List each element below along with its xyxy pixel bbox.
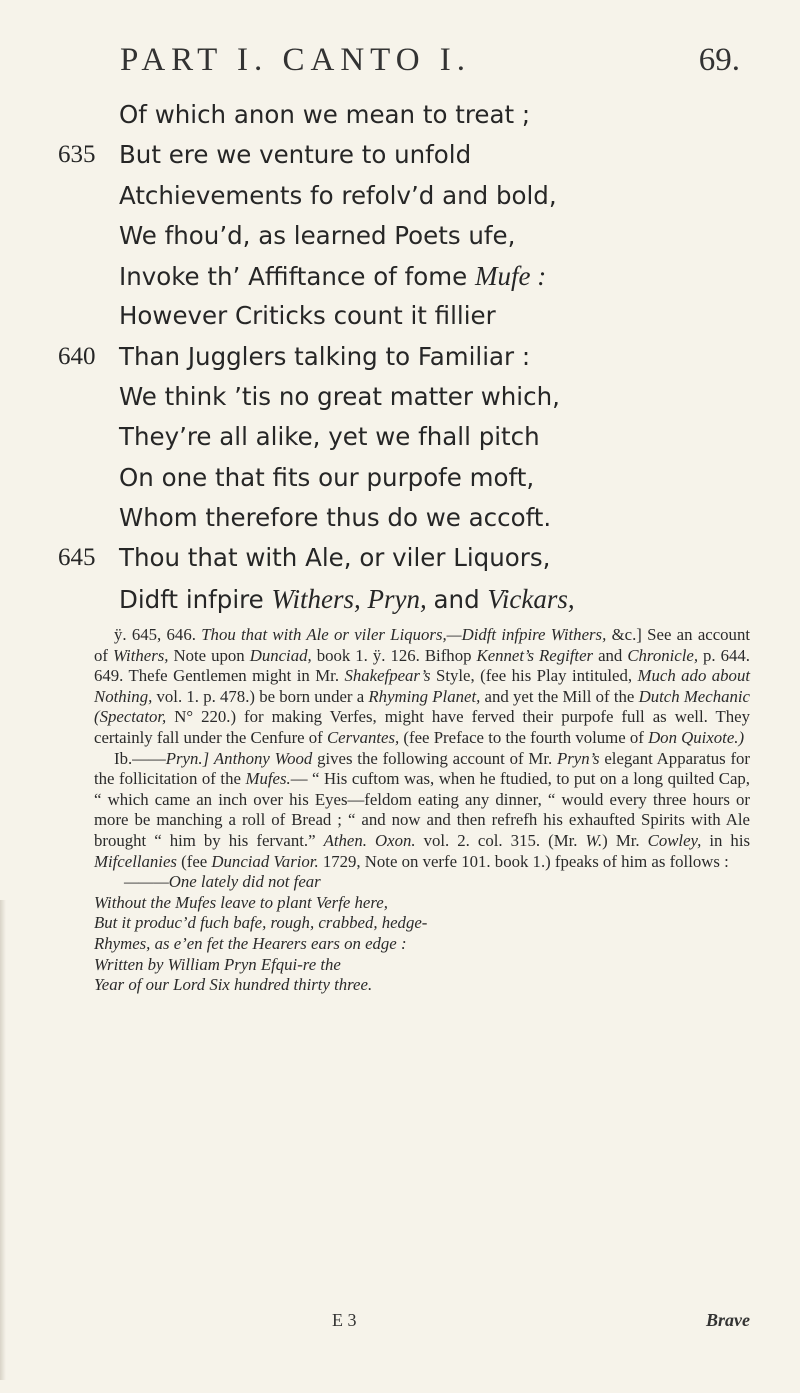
note-italic: Pryn’s [556, 748, 600, 768]
note-text: &c.] See an account of [94, 625, 750, 665]
footnote-1 [94, 625, 750, 749]
verse-line [40, 337, 760, 377]
note-text: — “ His cuftom was, when he ftudied, to put on a long quilted Cap, “ which came an inch over his Eyes—feldom eating any dinner, “ would every three hours or more be manching a roll of Bread ; “ and now and then refrefh his exhaufted Spirits with Ale brought “ him by his fervant.” [94, 769, 750, 850]
verse-line [40, 417, 760, 457]
note-text: and yet the Mill of the [480, 686, 639, 706]
verse-text: However Criticks count it fillier [119, 301, 496, 331]
verse-text: We think ’tis no great matter which, [119, 382, 560, 412]
verse-roman: and [433, 584, 488, 614]
verse-line [40, 256, 760, 296]
verse-text: Than Jugglers talking to Familiar : [119, 341, 531, 371]
verse-line [40, 498, 760, 538]
note-italic: Mifcellanies [94, 851, 177, 871]
verse-line [40, 95, 760, 135]
verse-text: Thou that with Ale, or viler Liquors, [119, 543, 551, 573]
quoted-poem [94, 872, 750, 996]
line-number: 640 [58, 342, 96, 370]
note-text: (fee Preface to the fourth volume of [399, 727, 649, 747]
poem-line: Year of our Lord Six hundred thirty three. [94, 975, 373, 995]
verse-italic: Mufe : [475, 261, 547, 292]
note-text: in his [701, 830, 751, 850]
note-text: (fee [176, 851, 212, 871]
verse-italic: Vickars, [487, 583, 575, 614]
note-italic: Pryn.] [165, 748, 210, 768]
note-italic: Athen. Oxon. [323, 830, 416, 850]
poem-line: ———One lately did not fear [124, 872, 321, 892]
note-text: p. 644. 649. Thefe Gentlemen might in Mr. [94, 645, 751, 686]
note-italic: Thou that with Ale or viler Liquors,—Didft infpire Withers, [201, 625, 607, 644]
verse-roman: Didft infpire [119, 584, 272, 614]
verse-line [40, 458, 760, 498]
note-text: vol. 1. p. 478.) be born under a [152, 686, 369, 706]
line-number: 645 [58, 544, 96, 572]
note-italic: Cowley, [647, 830, 702, 850]
footnote-2 [94, 749, 750, 873]
note-italic: Withers, [113, 645, 169, 665]
note-italic: W. [585, 830, 603, 850]
verse-line [40, 579, 760, 619]
verse-line [40, 377, 760, 417]
note-italic: Cervantes, [326, 727, 400, 747]
note-italic: Anthony Wood [213, 748, 313, 768]
note-text: 1729, Note on verfe 101. book 1.) fpeaks of him as follows : [318, 851, 729, 871]
footnotes [94, 625, 750, 996]
note-text: gives the following account of Mr. [312, 748, 557, 768]
verse-text: Of which anon we mean to treat ; [119, 100, 531, 129]
note-italic: Rhyming Planet, [368, 686, 481, 706]
signature-mark: E 3 [332, 1310, 357, 1330]
note-text: N° 220.) for making Verfes, might have ferved their purpofe full as well. They certainly fall under the Cenfure of [94, 707, 750, 747]
header-title: PART I. CANTO I. [120, 42, 472, 78]
note-text: elegant Apparatus for the follicitation of the [94, 748, 751, 789]
verse-line [40, 296, 760, 336]
poem-line: Rhymes, as e’en fet the Hearers ears on edge : [94, 933, 407, 953]
note-italic: Dutch Mechanic (Spectator, [94, 686, 750, 727]
note-italic: Dunciad Varior. [211, 851, 319, 871]
verse-text: On one that fits our purpofe moft, [119, 462, 535, 492]
poem-line: Without the Mufes leave to plant Verfe here, [94, 892, 388, 912]
note-text: vol. 2. col. 315. (Mr. [415, 830, 586, 850]
note-italic: Mufes. [245, 769, 291, 789]
verse-text [119, 579, 575, 620]
verse-text: But ere we venture to unfold [119, 140, 472, 170]
note-text: Ib.—— [114, 748, 166, 768]
page-edge-shadow [0, 900, 6, 1380]
catchword: Brave [706, 1310, 750, 1330]
verse-line [40, 216, 760, 256]
note-italic: Kennet’s Regifter [476, 645, 594, 665]
verse-block [40, 95, 760, 619]
verse-line [40, 538, 760, 578]
note-italic: Chronicle, [627, 645, 699, 665]
verse-text: Whom therefore thus do we accoft. [119, 502, 552, 532]
line-number: 635 [58, 141, 96, 169]
note-text: ) Mr. [602, 830, 648, 850]
note-text: Style, (fee his Play intituled, [430, 666, 638, 686]
verse-text [119, 256, 546, 297]
verse-text: Atchievements fo refolv’d and bold, [119, 180, 557, 210]
verse-roman: Invoke th’ Affiftance of fome [119, 262, 475, 292]
verse-text: We fhou’d, as learned Poets ufe, [119, 220, 516, 250]
note-italic: Dunciad, [249, 645, 312, 665]
note-italic: Shakefpear’s [344, 666, 431, 686]
page-number: 69. [698, 42, 740, 78]
note-text: and [593, 645, 628, 665]
verse-italic: Withers, Pryn, [271, 583, 434, 614]
note-italic: Much ado about Nothing, [94, 666, 751, 706]
note-italic: Don Quixote.) [648, 727, 745, 747]
verse-line [40, 135, 760, 175]
note-text: Note upon [168, 645, 250, 665]
note-text: book 1. ÿ. 126. Bifhop [311, 645, 477, 665]
verse-line [40, 176, 760, 216]
poem-line: But it produc’d fuch bafe, rough, crabbed, hedge- [94, 913, 428, 933]
verse-text: They’re all alike, yet we fhall pitch [119, 422, 540, 452]
note-text: ÿ. 645, 646. [114, 625, 202, 644]
poem-line: Written by William Pryn Efqui-re the [94, 954, 341, 974]
